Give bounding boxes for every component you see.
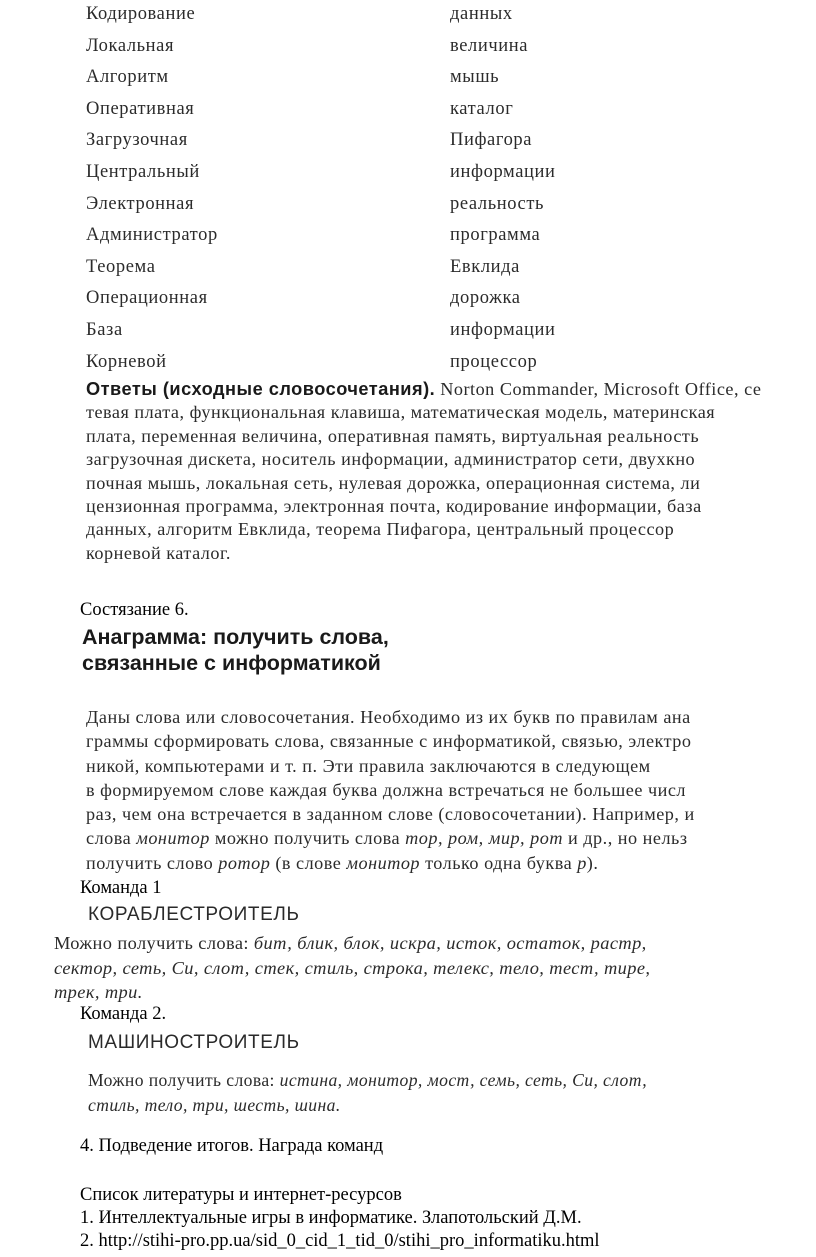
task-text: (в слове [270, 852, 347, 873]
word-pair-row [86, 223, 786, 255]
pair-right: мышь [450, 67, 500, 88]
word-pair-row [86, 65, 786, 97]
task-line: граммы сформировать слова, связанные с информатикой, связью, электро [86, 731, 692, 752]
pair-left: Теорема [86, 256, 156, 277]
team2-prefix: Можно получить слова: [88, 1070, 280, 1090]
task-line: Даны слова или словосочетания. Необходимо из их букв по правилам ана [86, 707, 691, 727]
team2-answer-line [88, 1093, 647, 1118]
task-text: слова [86, 828, 137, 849]
word-pair-row [86, 192, 786, 224]
contest-title [82, 624, 389, 676]
pair-left: База [86, 319, 123, 340]
task-line: никой, компьютерами и т. п. Эти правила заключаются в следующем [86, 755, 651, 776]
pair-left: Центральный [86, 161, 200, 182]
pair-right: информации [450, 161, 556, 182]
task-example-words: тор, ром, мир, рот [405, 828, 563, 849]
pair-right: Евклида [450, 256, 520, 277]
team2-words: стиль, тело, три, шесть, шина. [88, 1094, 341, 1115]
word-pair-row [86, 350, 786, 382]
pair-right: данных [450, 4, 513, 24]
word-pair-row [86, 128, 786, 160]
answers-line: корневой каталог. [86, 542, 231, 563]
word-pair-row [86, 2, 786, 34]
team1-answer-line [54, 956, 650, 981]
word-pair-row [86, 286, 786, 318]
word-pairs-table [86, 2, 786, 381]
word-pair-row [86, 255, 786, 287]
task-text: можно получить слова [209, 828, 406, 849]
team2-words: истина, монитор, мост, семь, сеть, Си, слот, [279, 1070, 648, 1090]
team1-prefix: Можно получить слова: [54, 933, 254, 953]
task-example-word: монитор [136, 828, 210, 849]
answers-paragraph [86, 378, 816, 565]
pair-right: Пифагора [450, 130, 533, 151]
task-example-word: монитор [346, 852, 421, 873]
pair-right: каталог [450, 98, 514, 119]
team1-words: сектор, сеть, Си, слот, стек, стиль, строка, телекс, тело, тест, тире, [54, 957, 651, 978]
pair-left: Оперативная [86, 98, 195, 119]
team1-answers [54, 931, 650, 1005]
pair-left: Администратор [86, 225, 218, 246]
answers-line: почная мышь, локальная сеть, нулевая дорожка, операционная система, ли [86, 472, 701, 493]
reference-item: 1. Интеллектуальные игры в информатике. Злапотольский Д.М. [80, 1208, 582, 1228]
pair-right: информации [450, 319, 556, 340]
task-text: ). [586, 852, 599, 873]
word-pair-row [86, 97, 786, 129]
task-text: получить слово [86, 852, 219, 873]
answers-label: Ответы (исходные словосочетания). [86, 379, 436, 399]
reference-link[interactable]: 2. http://stihi-pro.pp.ua/sid_0_cid_1_tid_0/stihi_pro_informatiku.html [80, 1231, 600, 1251]
pair-right: величина [450, 35, 529, 56]
answers-line: цензионная программа, электронная почта, кодирование информации, база [86, 496, 702, 517]
task-text: и др., но нельз [562, 828, 688, 849]
pair-left: Локальная [86, 35, 175, 56]
summary-heading: 4. Подведение итогов. Награда команд [80, 1136, 384, 1156]
team1-label: Команда 1 [80, 878, 162, 898]
task-example-letter: р [577, 852, 587, 873]
team2-word: МАШИНОСТРОИТЕЛЬ [88, 1032, 300, 1053]
task-example-word: ротор [218, 852, 271, 873]
task-line [86, 851, 695, 875]
contest-title-line: связанные с информатикой [82, 651, 381, 675]
answers-line: тевая плата, функциональная клавиша, математическая модель, материнская [86, 402, 716, 423]
answers-line: Norton Commander, Microsoft Office, се [435, 379, 762, 399]
pair-left: Кодирование [86, 4, 196, 24]
answers-line: загрузочная дискета, носитель информации, администратор сети, двухкно [86, 449, 696, 470]
word-pair-row [86, 318, 786, 350]
team1-words: бит, блик, блок, искра, исток, остаток, растр, [253, 933, 647, 953]
pair-right: дорожка [450, 288, 521, 309]
pair-left: Загрузочная [86, 130, 188, 151]
team1-words: трек, три. [54, 982, 143, 1002]
word-pair-row [86, 160, 786, 192]
pair-right: процессор [450, 351, 538, 372]
task-line: в формируемом слове каждая буква должна встречаться не большее числ [86, 779, 686, 800]
contest-title-line: Анаграмма: получить слова, [82, 625, 389, 649]
contest-label: Состязание 6. [80, 600, 189, 620]
pair-left: Операционная [86, 288, 208, 309]
task-line [86, 826, 695, 850]
team1-word: КОРАБЛЕСТРОИТЕЛЬ [88, 904, 300, 925]
pair-left: Корневой [86, 351, 167, 372]
team2-answers [88, 1068, 647, 1117]
answers-line: плата, переменная величина, оперативная память, виртуальная реальность [86, 425, 700, 446]
team2-label: Команда 2. [80, 1004, 167, 1024]
word-pair-row [86, 34, 786, 66]
pair-right: программа [450, 225, 541, 246]
references-title: Список литературы и интернет-ресурсов [80, 1185, 402, 1205]
pair-left: Электронная [86, 193, 195, 214]
task-text: только одна буква [420, 852, 578, 873]
team1-answer-line [54, 931, 650, 956]
pair-right: реальность [450, 193, 545, 214]
answers-line: данных, алгоритм Евклида, теорема Пифагора, центральный процессор [86, 519, 675, 540]
team2-answer-line [88, 1068, 647, 1093]
team1-answer-line [54, 980, 650, 1005]
task-line: раз, чем она встречается в заданном слове (словосочетании). Например, и [86, 804, 695, 825]
pair-left: Алгоритм [86, 67, 169, 88]
task-paragraph [86, 705, 695, 875]
